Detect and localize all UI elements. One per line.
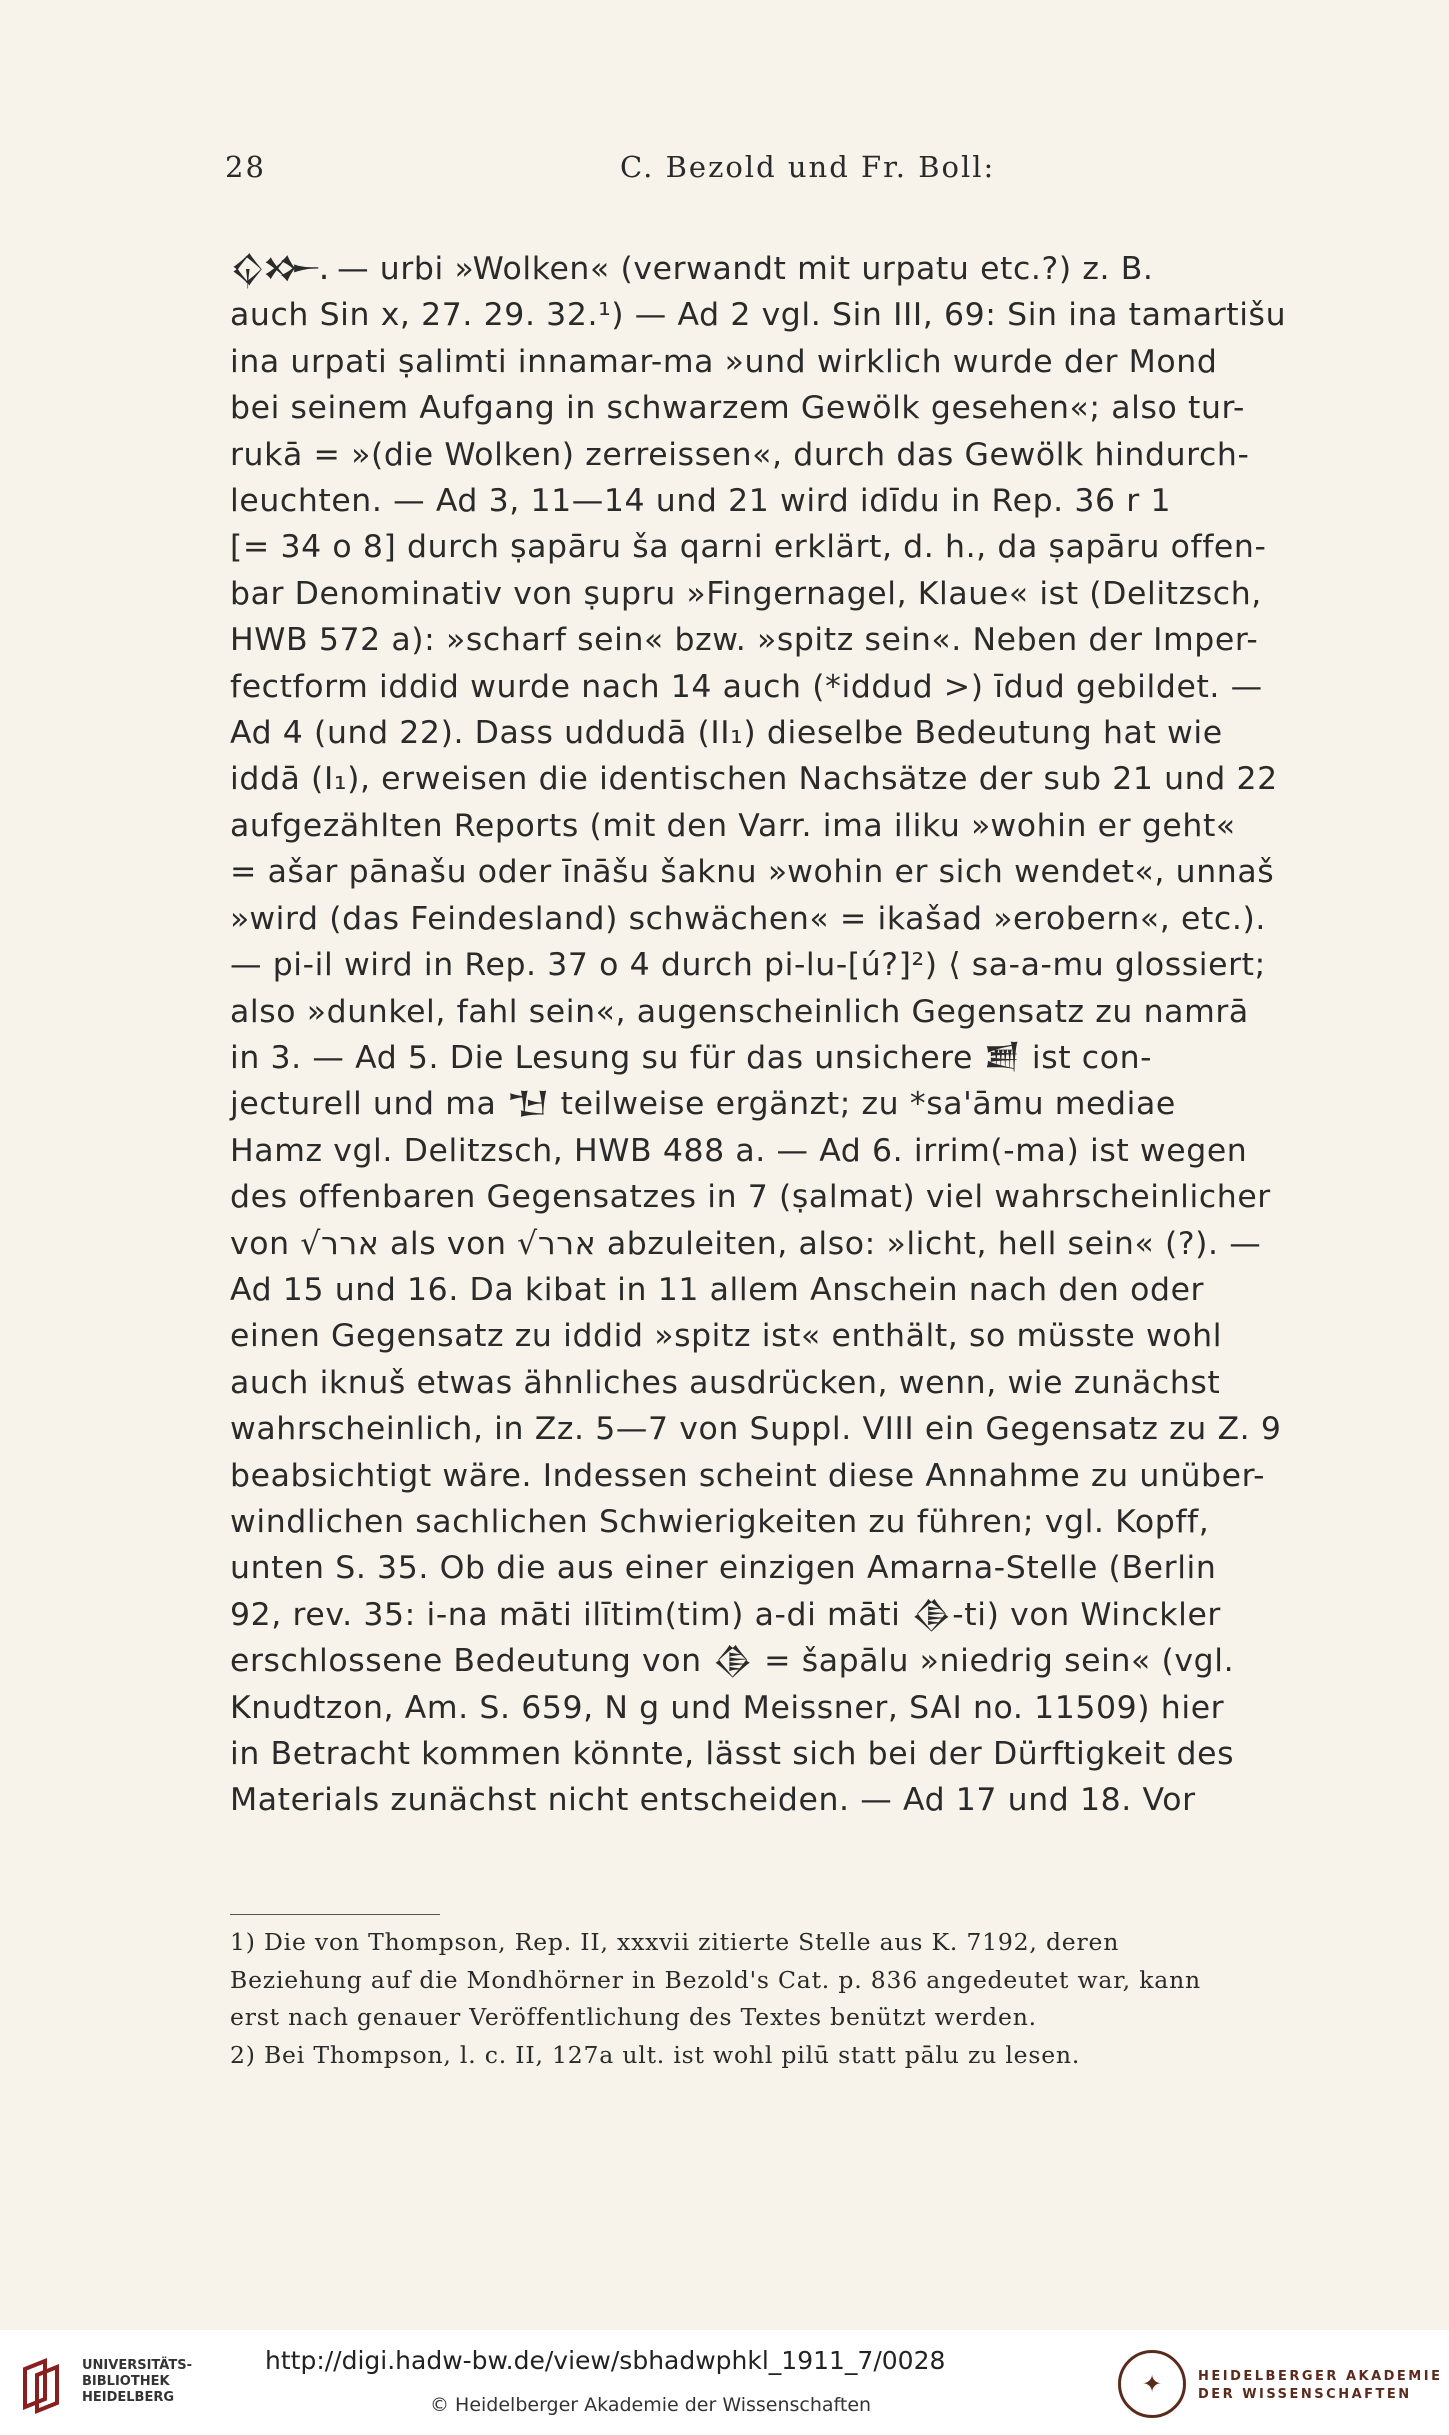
text-line: unten S. 35. Ob die aus einer einzigen Amarna-Stelle (Berlin <box>230 1550 1217 1587</box>
academy-seal-icon: ✦ <box>1118 2350 1186 2418</box>
text-line: fectform iddid wurde nach 14 auch (*iddud >) īdud gebildet. — <box>230 668 1263 705</box>
text-line: »wird (das Feindesland) schwächen« = ikašad »erobern«, etc.). <box>230 900 1266 937</box>
text-line: [= 34 o 8] durch ṣapāru ša qarni erklärt, d. h., da ṣapāru offen- <box>230 529 1267 566</box>
page-header <box>225 150 1340 190</box>
text-line: erschlossene Bedeutung von 𒆠 = šapālu »niedrig sein« (vgl. <box>230 1643 1235 1680</box>
university-library-logo-icon <box>15 2355 77 2417</box>
text-line: Materials zunächst nicht entscheiden. — Ad 17 und 18. Vor <box>230 1782 1196 1819</box>
text-line: des offenbaren Gegensatzes in 7 (ṣalmat) viel wahrscheinlicher <box>230 1179 1271 1216</box>
text-line: ina urpati ṣalimti innamar-ma »und wirklich wurde der Mond <box>230 343 1218 380</box>
text-line: einen Gegensatz zu iddid »spitz ist« enthält, so müsste wohl <box>230 1318 1223 1355</box>
text-line: Ad 15 und 16. Da kibat in 11 allem Anschein nach den oder <box>230 1271 1205 1308</box>
text-line: von √ארר als von √ארר abzuleiten, also: »licht, hell sein« (?). — <box>230 1225 1262 1262</box>
text-line: Hamz vgl. Delitzsch, HWB 488 a. — Ad 6. irrim(-ma) ist wegen <box>230 1132 1248 1169</box>
copyright-notice: © Heidelberger Akademie der Wissenschaften <box>430 2394 872 2416</box>
text-line: HWB 572 a): »scharf sein« bzw. »spitz sein«. Neben der Imper- <box>230 622 1259 659</box>
text-line: auch iknuš etwas ähnliches ausdrücken, wenn, wie zunächst <box>230 1364 1221 1401</box>
running-title: C. Bezold und Fr. Boll: <box>620 150 996 184</box>
text-line: wahrscheinlich, in Zz. 5—7 von Suppl. VIII ein Gegensatz zu Z. 9 <box>230 1411 1282 1448</box>
footnote-line: 2) Bei Thompson, l. c. II, 127a ult. ist wohl pilū statt pālu zu lesen. <box>230 2040 1081 2069</box>
text-line: 92, rev. 35: i-na māti ilītim(tim) a-di māti 𒆠-ti) von Winckler <box>230 1596 1221 1633</box>
text-line: in 3. — Ad 5. Die Lesung su für das unsichere 𒋢 ist con- <box>230 1039 1153 1076</box>
text-line: beabsichtigt wäre. Indessen scheint diese Annahme zu unüber- <box>230 1457 1266 1494</box>
footnote-line: Beziehung auf die Mondhörner in Bezold's Cat. p. 836 angedeutet war, kann <box>230 1965 1201 1994</box>
footnote-divider <box>230 1914 440 1915</box>
footnote-line: 1) Die von Thompson, Rep. II, xxxvii zitierte Stelle aus K. 7192, deren <box>230 1928 1120 1956</box>
university-library-name: UNIVERSITÄTS- BIBLIOTHEK HEIDELBERG <box>82 2358 192 2405</box>
page-number: 28 <box>225 150 266 184</box>
text-line: bei seinem Aufgang in schwarzem Gewölk gesehen«; also tur- <box>230 390 1246 427</box>
text-line: in Betracht kommen könnte, lässt sich bei der Dürftigkeit des <box>230 1736 1235 1772</box>
academy-name: HEIDELBERGER AKADEMIE DER WISSENSCHAFTEN <box>1198 2369 1443 2402</box>
footnotes <box>230 1924 1340 2074</box>
text-line: auch Sin x, 27. 29. 32.¹) — Ad 2 vgl. Sin III, 69: Sin ina tamartišu <box>230 297 1287 334</box>
footer-bar <box>0 2330 1449 2435</box>
text-line: = ašar pānašu oder īnāšu šaknu »wohin er sich wendet«, unnaš <box>230 854 1275 891</box>
text-line: Knudtzon, Am. S. 659, N g und Meissner, SAI no. 11509) hier <box>230 1689 1225 1726</box>
text-line: aufgezählten Reports (mit den Varr. ima iliku »wohin er geht« <box>230 807 1236 844</box>
text-line: also »dunkel, fahl sein«, augenscheinlich Gegensatz zu namrā <box>230 993 1249 1030</box>
cuneiform-sign-icon: 𒌒𒁍. <box>230 248 327 288</box>
text-line: bar Denominativ von ṣupru »Fingernagel, Klaue« ist (Delitzsch, <box>230 575 1262 612</box>
text-line: 𒌒𒁍. — urbi »Wolken« (verwandt mit urpatu etc.?) z. B. <box>230 248 1154 288</box>
text-line: rukā = »(die Wolken) zerreissen«, durch das Gewölk hindurch- <box>230 436 1250 473</box>
text-line: — pi-il wird in Rep. 37 o 4 durch pi-lu-[ú?]²) ⟨ sa-a-mu glossiert; <box>230 947 1266 984</box>
text-line: jecturell und ma 𒈠 teilweise ergänzt; zu *sa'āmu mediae <box>230 1086 1176 1123</box>
permalink[interactable]: http://digi.hadw-bw.de/view/sbhadwphkl_1911_7/0028 <box>265 2346 946 2375</box>
text-line: iddā (I₁), erweisen die identischen Nachsätze der sub 21 und 22 <box>230 761 1278 798</box>
text-line: leuchten. — Ad 3, 11—14 und 21 wird idīdu in Rep. 36 r 1 <box>230 483 1172 520</box>
text-line: Ad 4 (und 22). Dass uddudā (II₁) dieselbe Bedeutung hat wie <box>230 715 1223 752</box>
text-line: windlichen sachlichen Schwierigkeiten zu führen; vgl. Kopff, <box>230 1503 1210 1540</box>
footnote-line: erst nach genauer Veröffentlichung des Textes benützt werden. <box>230 2003 1037 2031</box>
body-text <box>230 245 1340 1824</box>
